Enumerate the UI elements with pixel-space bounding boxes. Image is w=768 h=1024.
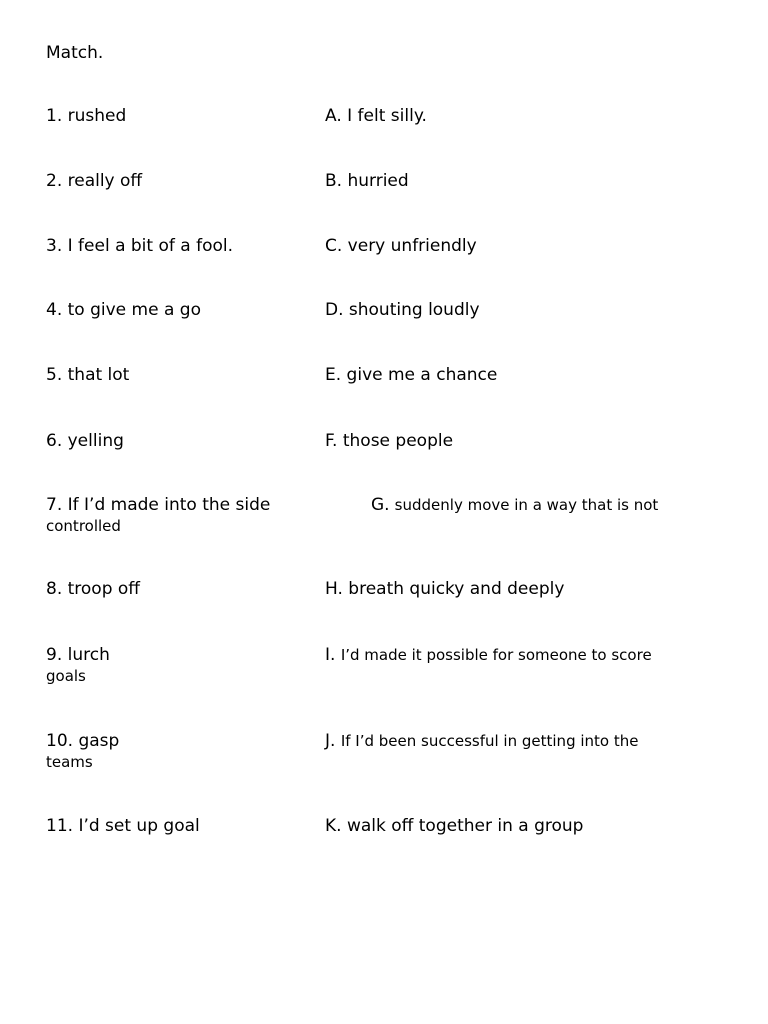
right-item-j bbox=[325, 733, 638, 750]
right-item-j-text: If I’d been successful in getting into the bbox=[340, 732, 639, 750]
right-item-c: C. very unfriendly bbox=[325, 236, 477, 256]
wrap-line-i: goals bbox=[46, 667, 86, 685]
left-item-5: 5. that lot bbox=[46, 365, 130, 385]
left-item-2: 2. really off bbox=[46, 171, 143, 191]
left-item-11: 11. I’d set up goal bbox=[46, 816, 200, 836]
right-item-e: E. give me a chance bbox=[325, 365, 498, 385]
left-item-1: 1. rushed bbox=[46, 106, 127, 126]
wrap-line-j: teams bbox=[46, 753, 93, 771]
left-item-6: 6. yelling bbox=[46, 431, 124, 451]
right-item-i-text: I’d made it possible for someone to score bbox=[340, 646, 652, 664]
right-item-d: D. shouting loudly bbox=[325, 300, 480, 320]
right-item-i-letter: I. bbox=[325, 645, 341, 665]
right-item-k: K. walk off together in a group bbox=[325, 816, 584, 836]
right-item-b: B. hurried bbox=[325, 171, 409, 191]
left-item-8: 8. troop off bbox=[46, 579, 141, 599]
left-item-9: 9. lurch bbox=[46, 645, 110, 665]
right-item-g-text: suddenly move in a way that is not bbox=[394, 496, 659, 514]
right-item-j-letter: J. bbox=[325, 731, 341, 751]
left-item-3: 3. I feel a bit of a fool. bbox=[46, 236, 233, 256]
page-title: Match. bbox=[46, 43, 104, 63]
left-item-7: 7. If I’d made into the side bbox=[46, 495, 271, 515]
right-item-g-letter: G. bbox=[371, 495, 390, 515]
wrap-line-g: controlled bbox=[46, 517, 121, 535]
left-item-4: 4. to give me a go bbox=[46, 300, 201, 320]
right-item-i bbox=[325, 647, 652, 664]
right-item-a: A. I felt silly. bbox=[325, 106, 427, 126]
right-item-g bbox=[371, 497, 658, 514]
right-item-h: H. breath quicky and deeply bbox=[325, 579, 565, 599]
right-item-f: F. those people bbox=[325, 431, 454, 451]
left-item-10: 10. gasp bbox=[46, 731, 120, 751]
